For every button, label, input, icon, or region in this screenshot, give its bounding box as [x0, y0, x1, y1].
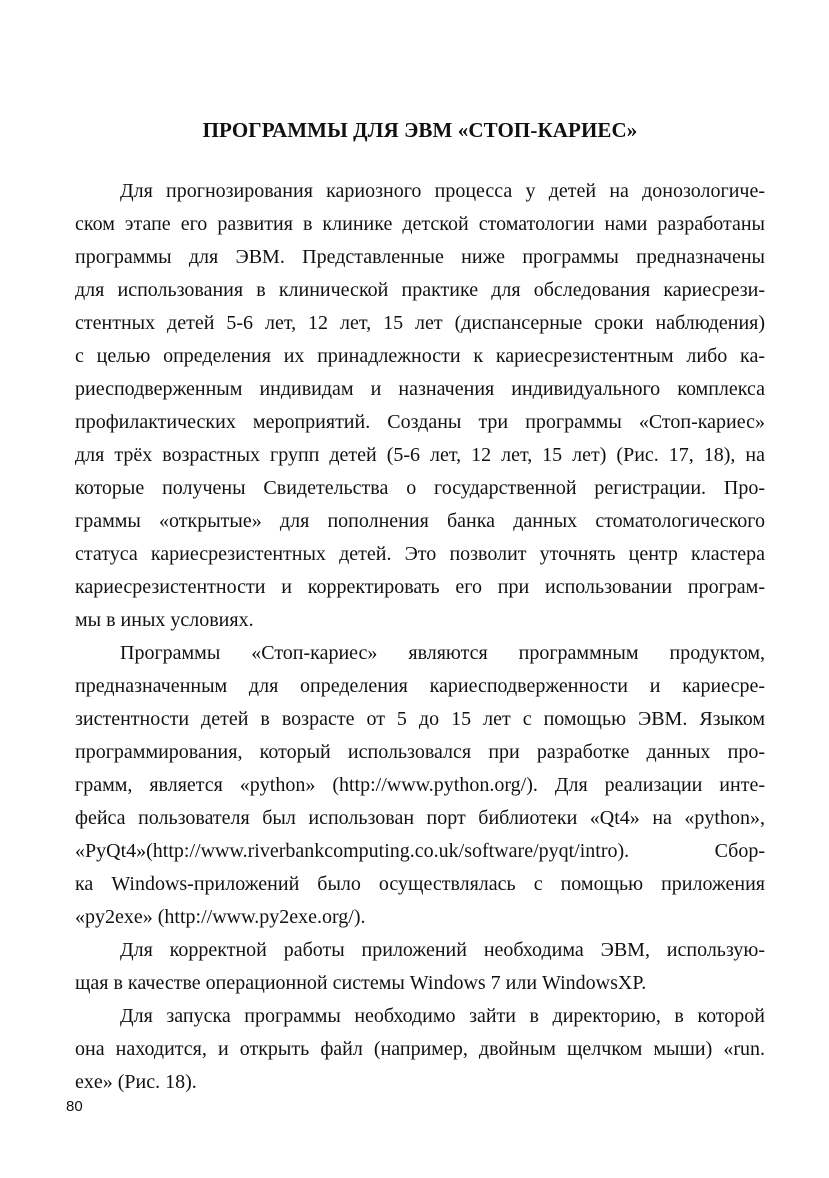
text-line: ском этапе его развития в клинике детской стоматологии нами разработаны [75, 213, 765, 235]
text-line: которые получены Свидетельства о государственной регистрации. Про- [75, 477, 765, 499]
paragraph-3 [75, 934, 765, 1000]
body-text [75, 175, 765, 1099]
text-line: ка Windows-приложений было осуществлялась с помощью приложения [75, 873, 765, 895]
text-line: программы для ЭВМ. Представленные ниже программы предназначены [75, 246, 765, 268]
paragraph-1 [75, 175, 765, 637]
text-line: стентных детей 5-6 лет, 12 лет, 15 лет (диспансерные сроки наблюдения) [75, 312, 765, 334]
text-line: кариесрезистентности и корректировать его при использовании програм- [75, 576, 765, 598]
text-line: для использования в клинической практике для обследования кариесрези- [75, 279, 765, 301]
text-line: с целью определения их принадлежности к кариесрезистентным либо ка- [75, 345, 765, 367]
text-line: статуса кариесрезистентных детей. Это позволит уточнять центр кластера [75, 543, 765, 565]
text-line: профилактических мероприятий. Созданы три программы «Стоп-кариес» [75, 411, 765, 433]
text-line: «py2exe» (http://www.py2exe.org/). [75, 906, 366, 928]
text-line: Для запуска программы необходимо зайти в директорию, в которой [120, 1005, 765, 1027]
text-line: зистентности детей в возрасте от 5 до 15 лет с помощью ЭВМ. Языком [75, 708, 765, 730]
text-line: граммы «открытые» для пополнения банка данных стоматологического [75, 510, 765, 532]
text-line: риесподверженным индивидам и назначения индивидуального комплекса [75, 378, 765, 400]
paragraph-2 [75, 637, 765, 934]
text-line: Программы «Стоп-кариес» являются программным продуктом, [120, 642, 765, 664]
text-line: предназначенным для определения кариесподверженности и кариесре- [75, 675, 765, 697]
text-line: грамм, является «python» (http://www.python.org/). Для реализации инте- [75, 774, 765, 796]
text-line: «PyQt4»(http://www.riverbankcomputing.co.uk/software/pyqt/intro). Сбор- [75, 840, 765, 862]
paragraph-4 [75, 1000, 765, 1099]
text-line: для трёх возрастных групп детей (5-6 лет, 12 лет, 15 лет) (Рис. 17, 18), на [75, 444, 765, 466]
page-number: 80 [66, 1098, 83, 1115]
text-line: она находится, и открыть файл (например, двойным щелчком мыши) «run. [75, 1038, 765, 1060]
text-line: Для прогнозирования кариозного процесса у детей на донозологиче- [120, 180, 765, 202]
text-line: щая в качестве операционной системы Windows 7 или WindowsXP. [75, 972, 647, 994]
text-line: мы в иных условиях. [75, 609, 254, 631]
text-line: exe» (Рис. 18). [75, 1071, 197, 1093]
text-line: программирования, который использовался при разработке данных про- [75, 741, 765, 763]
page-title: ПРОГРАММЫ ДЛЯ ЭВМ «СТОП-КАРИЕС» [202, 118, 638, 142]
text-line: фейса пользователя был использован порт библиотеки «Qt4» на «python», [75, 807, 765, 829]
text-line: Для корректной работы приложений необходима ЭВМ, использую- [120, 939, 765, 961]
